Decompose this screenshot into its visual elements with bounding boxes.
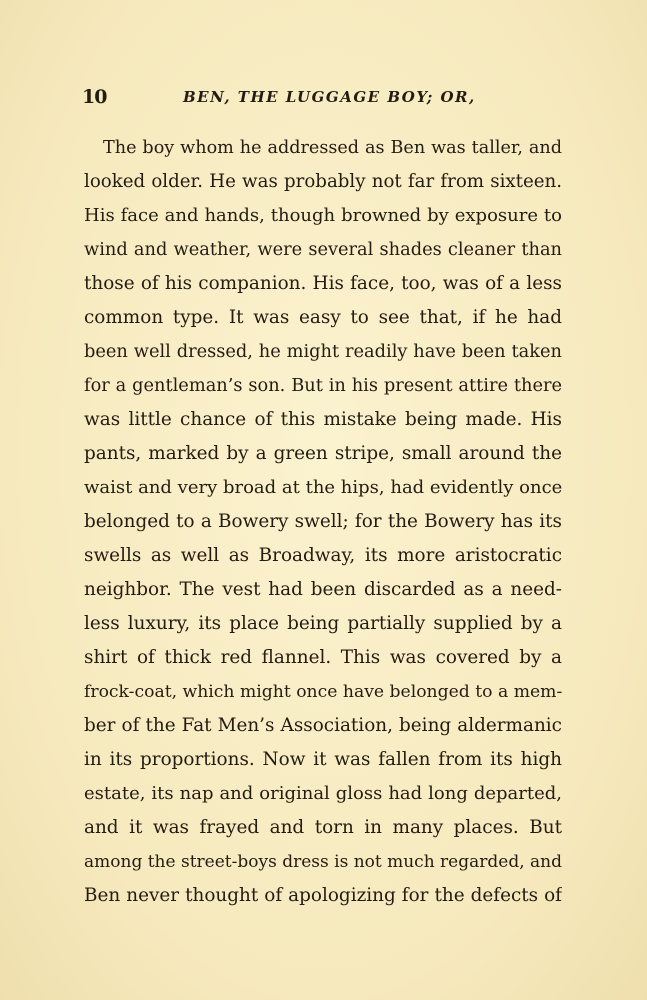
text-line: been well dressed, he might readily have been taken — [84, 341, 562, 362]
text-line: was little chance of this mistake being made. His — [84, 409, 562, 430]
text-line: Ben never thought of apologizing for the defects of — [84, 885, 562, 906]
page-header — [0, 86, 647, 110]
text-line: The boy whom he addressed as Ben was taller, and — [103, 138, 562, 158]
text-line: belonged to a Bowery swell; for the Bowery has its — [84, 511, 562, 532]
body-paragraph — [84, 131, 562, 913]
text-line: wind and weather, were several shades cleaner than — [84, 239, 562, 260]
text-line: those of his companion. His face, too, was of a less — [84, 273, 562, 294]
text-line: and it was frayed and torn in many places. But — [84, 817, 562, 838]
text-line: in its proportions. Now it was fallen from its high — [84, 749, 562, 770]
text-line: neighbor. The vest had been discarded as a need- — [84, 579, 562, 600]
text-line: shirt of thick red flannel. This was covered by a — [84, 647, 562, 668]
text-line: ber of the Fat Men’s Association, being aldermanic — [84, 715, 562, 736]
running-head: BEN, THE LUGGAGE BOY; OR, — [183, 88, 476, 106]
text-line: swells as well as Broadway, its more aristocratic — [84, 545, 562, 566]
text-line: common type. It was easy to see that, if he had — [84, 307, 562, 328]
text-line: looked older. He was probably not far from sixteen. — [84, 171, 562, 192]
text-line: His face and hands, though browned by exposure to — [84, 205, 562, 226]
text-line: less luxury, its place being partially supplied by a — [84, 613, 562, 634]
text-line: among the street-boys dress is not much regarded, and — [84, 852, 562, 872]
text-line: frock-coat, which might once have belonged to a mem- — [84, 682, 562, 702]
text-line: waist and very broad at the hips, had evidently once — [84, 477, 562, 498]
page-number: 10 — [82, 86, 107, 108]
text-line: estate, its nap and original gloss had long departed, — [84, 783, 562, 804]
text-line: pants, marked by a green stripe, small around the — [84, 443, 562, 464]
text-line: for a gentleman’s son. But in his present attire there — [84, 375, 562, 396]
